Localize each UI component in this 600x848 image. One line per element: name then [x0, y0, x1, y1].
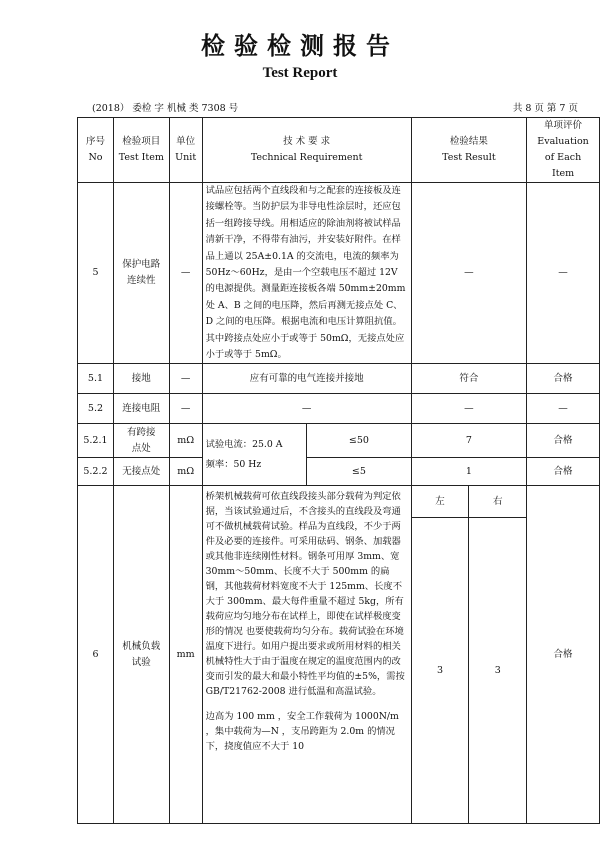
report-table: [77, 117, 600, 824]
row-unit: —: [169, 183, 202, 364]
row-item: 保护电路 连续性: [113, 183, 169, 364]
row-item: 连接电阻: [113, 394, 169, 424]
row-unit: —: [169, 394, 202, 424]
row-requirement: —: [202, 394, 411, 424]
header-item: 检验项目 Test Item: [113, 118, 169, 183]
row-evaluation: 合格: [527, 364, 600, 394]
report-title-cn: 检验检测报告: [201, 31, 399, 60]
result-left-label: 左: [411, 486, 469, 518]
table-row: [78, 364, 600, 394]
table-row: [78, 424, 600, 458]
row-item: 有跨接 点处: [113, 424, 169, 458]
row-result: 7: [411, 424, 526, 458]
row-item: 无接点处: [113, 458, 169, 486]
row-result: —: [411, 394, 526, 424]
row-requirement: 试品应包括两个直线段和与之配套的连接板及连接螺栓等。当防护层为非导电性涂层时，还应包括一组跨接导线。用相适应的除油剂将被试样品清新干净，不得带有油污，并安装好附件。在样品上通以 25A±0.1A 的交流电，电流的频率为 50Hz～60Hz，是由一个空载电压不超过 12V 的电源提供。测量距连接板各端 50mm±20mm 处 A、B 之间的电压降，然后再测无接点处 C、D 之间的电压降。根据电流和电压计算阻抗值。其中跨接点处应小于或等于 50mΩ，无接点处应小于或等于 5mΩ。: [202, 183, 411, 364]
row-unit: mΩ: [169, 458, 202, 486]
row-no: 5.2.2: [78, 458, 114, 486]
row-requirement: 桥架机械载荷可依直线段接头部分载荷为判定依据，当该试验通过后，不含接头的直线段及弯通可不做机械载荷试验。样品为直线段，不少于两件及必要的连接件。可采用砝码、钢条、加载器或其他非连续刚性材料。钢条可用厚 3mm、宽 30mm～50mm、长度不大于 500mm 的扁钢，其他载荷材料宽度不大于 125mm、长度不大于 300mm、最大每件重量不超过 5kg，所有载荷应均匀地分布在试样上，即使在试样极度变形的情况 也要使载荷均匀分布。载荷试验在环境温度下进行。如用户提出要求或所用材料的相关机械特性大于由于温度在规定的温度范围内的改变而引发的最大和最小特性平均值的±5%，需按 GB/T21762-2008 进行低温和高温试验。 边高为 100 mm ，安全工作载荷为 1000N/m ，集中载荷为—N ，支吊跨距为 2.0m 的情况下，挠度值应不大于 10: [202, 486, 411, 824]
row-evaluation: —: [527, 394, 600, 424]
row-result: —: [411, 183, 526, 364]
row-evaluation: 合格: [527, 424, 600, 458]
row-requirement: 应有可靠的电气连接并接地: [202, 364, 411, 394]
test-conditions: 试验电流：25.0 A 频率：50 Hz: [202, 424, 307, 486]
row-limit: ≤50: [307, 424, 412, 458]
row-item: 接地: [113, 364, 169, 394]
table-row: [78, 183, 600, 364]
row-evaluation: —: [527, 183, 600, 364]
row-result: 符合: [411, 364, 526, 394]
row-no: 6: [78, 486, 114, 824]
row-evaluation: 合格: [527, 458, 600, 486]
table-row: [78, 394, 600, 424]
row-unit: mm: [169, 486, 202, 824]
row-result: 1: [411, 458, 526, 486]
table-row: [78, 458, 600, 486]
report-title-en: Test Report: [262, 65, 338, 81]
row-evaluation: 合格: [527, 486, 600, 824]
table-header-row: [78, 118, 600, 183]
row-item: 机械负载 试验: [113, 486, 169, 824]
row-limit: ≤5: [307, 458, 412, 486]
row-no: 5: [78, 183, 114, 364]
page-info: 共 8 页 第 7 页: [512, 103, 578, 114]
result-right-value: 3: [469, 518, 527, 824]
row-no: 5.2.1: [78, 424, 114, 458]
row-no: 5.1: [78, 364, 114, 394]
report-number: (2018） 委检 字 机械 类 7308 号: [92, 103, 239, 114]
table-row: [78, 486, 600, 518]
header-unit: 单位 Unit: [169, 118, 202, 183]
header-result: 检验结果 Test Result: [411, 118, 526, 183]
result-right-label: 右: [469, 486, 527, 518]
header-evaluation: 单项评价 Evaluation of Each Item: [527, 118, 600, 183]
header-requirement: 技 术 要 求 Technical Requirement: [202, 118, 411, 183]
row-unit: mΩ: [169, 424, 202, 458]
row-no: 5.2: [78, 394, 114, 424]
header-seq: 序号 No: [78, 118, 114, 183]
row-unit: —: [169, 364, 202, 394]
result-left-value: 3: [411, 518, 469, 824]
